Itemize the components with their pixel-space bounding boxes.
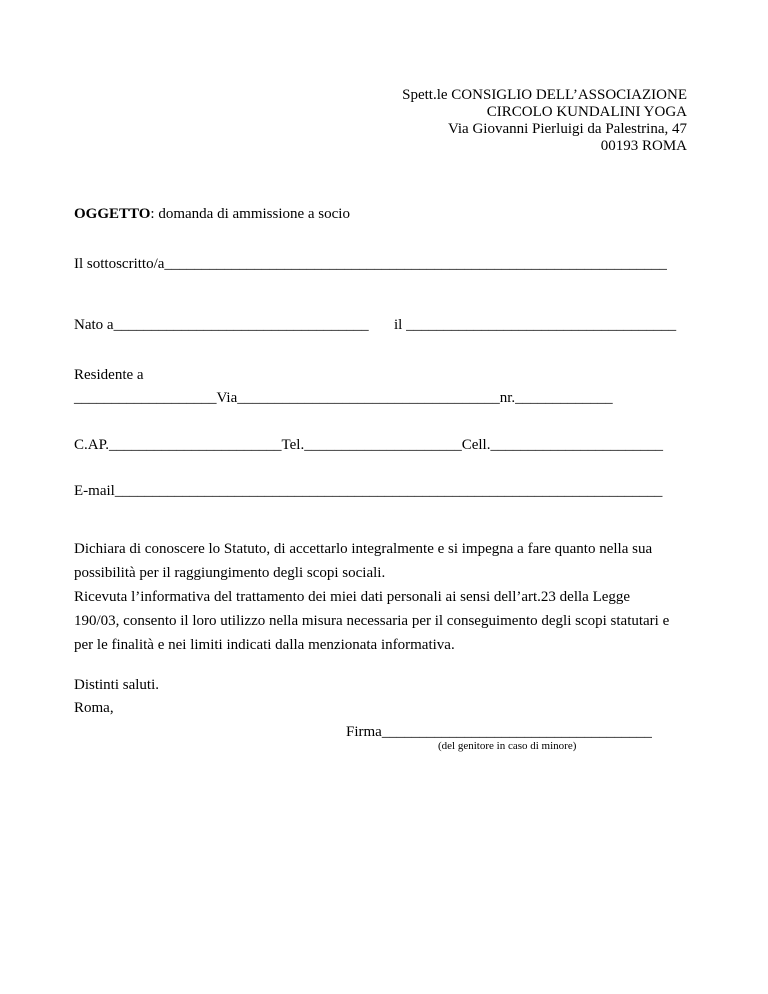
closing-place: Roma, <box>74 700 114 716</box>
recipient-line-2: CIRCOLO KUNDALINI YOGA <box>486 104 687 120</box>
declaration-line-4: 190/03, consento il loro utilizzo nella misura necessaria per il conseguimento degli scopi statutari e <box>74 613 670 629</box>
subject-label: OGGETTO <box>74 206 151 222</box>
declaration-line-5: per le finalità e nei limiti indicati dalla menzionata informativa. <box>74 637 455 653</box>
recipient-line-3: Via Giovanni Pierluigi da Palestrina, 47 <box>447 121 687 137</box>
declaration-line-3: Ricevuta l’informativa del trattamento dei miei dati personali ai sensi dell’art.23 della Legge <box>74 589 631 605</box>
signature-note: (del genitore in caso di minore) <box>438 740 577 752</box>
recipient-line-4: 00193 ROMA <box>600 138 687 154</box>
closing-saluti: Distinti saluti. <box>74 677 160 693</box>
field-email[interactable]: E-mail_________________________________________________________________________ <box>74 483 663 499</box>
field-contatti[interactable]: C.AP._______________________Tel._____________________Cell._______________________ <box>74 437 663 453</box>
field-data-nascita[interactable]: il ____________________________________ <box>394 317 677 333</box>
field-sottoscritto[interactable]: Il sottoscritto/a___________________________________________________________________ <box>74 256 667 272</box>
subject-text: : domanda di ammissione a socio <box>150 206 350 222</box>
declaration-line-2: possibilità per il raggiungimento degli scopi sociali. <box>74 565 386 581</box>
subject-line <box>74 206 350 223</box>
signature-field[interactable]: Firma____________________________________ <box>346 724 652 740</box>
declaration-line-1: Dichiara di conoscere lo Statuto, di accettarlo integralmente e si impegna a fare quanto nella sua <box>74 541 653 557</box>
recipient-line-1: Spett.le CONSIGLIO DELL’ASSOCIAZIONE <box>402 87 687 103</box>
field-residente-label: Residente a <box>74 367 144 383</box>
field-via[interactable]: ___________________Via___________________________________nr._____________ <box>74 390 613 406</box>
field-nato-a[interactable]: Nato a__________________________________ <box>74 317 369 333</box>
